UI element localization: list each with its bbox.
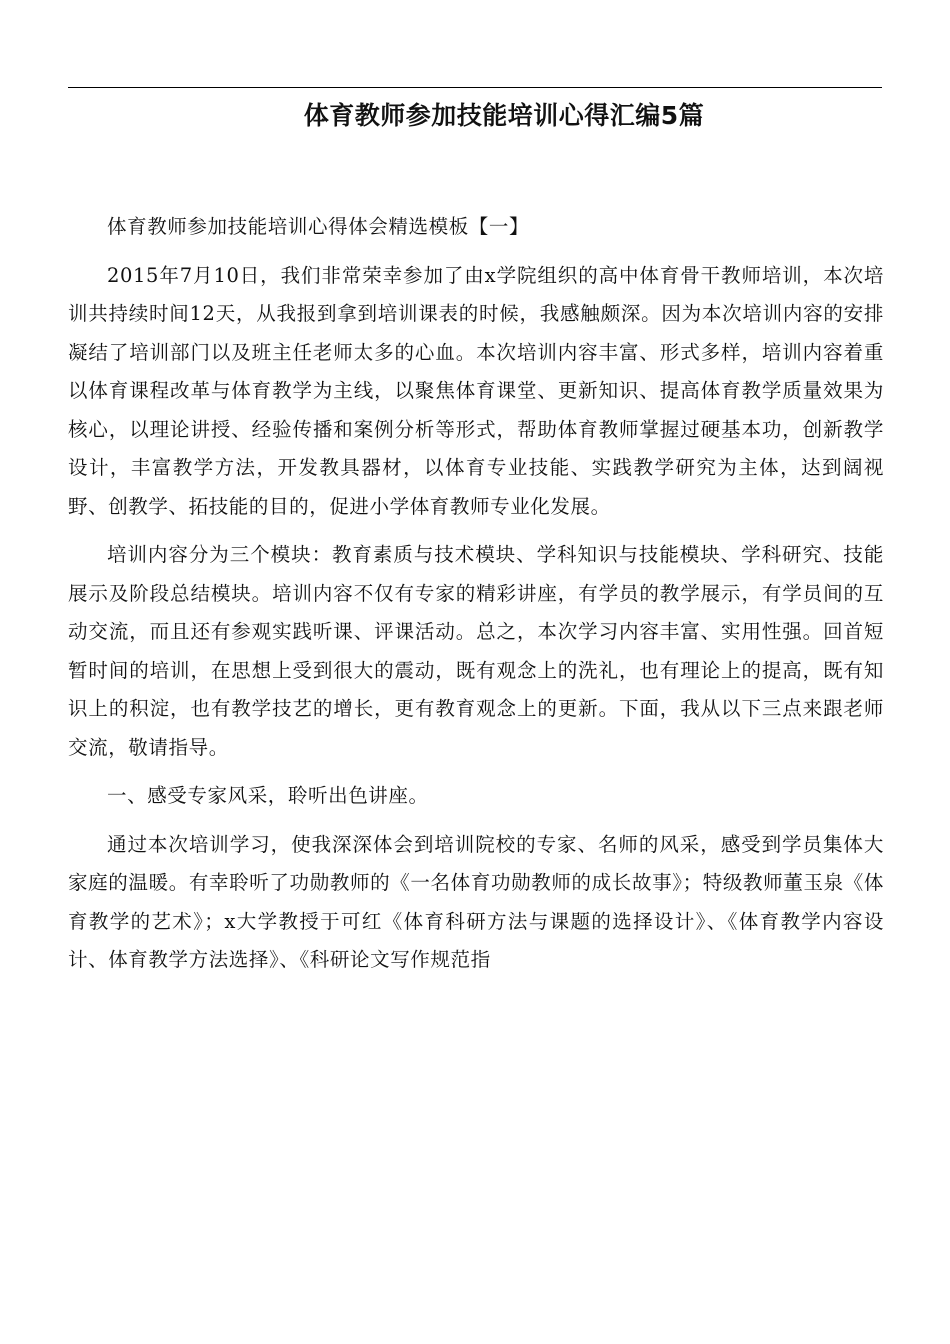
- document-title: 体育教师参加技能培训心得汇编5篇: [303, 101, 705, 130]
- body-paragraph: 通过本次培训学习，使我深深体会到培训院校的专家、名师的风采，感受到学员集体大家庭的温暖。有幸聆听了功勋教师的《一名体育功勋教师的成长故事》；特级教师董玉泉《体育教学的艺术》；x大学教授于可红《体育科研方法与课题的选择设计》、《体育教学内容设计、体育教学方法选择》、《科研论文写作规范指: [68, 832, 884, 971]
- subheading-paragraph: 一、感受专家风采，聆听出色讲座。: [107, 784, 429, 807]
- body-paragraph: 2015年7月10日，我们非常荣幸参加了由x学院组织的高中体育骨干教师培训，本次培训共持续时间12天，从我报到拿到培训课表的时候，我感触颇深。因为本次培训内容的安排凝结了培训部门以及班主任老师太多的心血。本次培训内容丰富、形式多样，培训内容着重以体育课程改革与体育教学为主线，以聚焦体育课堂、更新知识、提高体育教学质量效果为核心，以理论讲授、经验传播和案例分析等形式，帮助体育教师掌握过硬基本功，创新教学设计，丰富教学方法，开发教具器材，以体育专业技能、实践教学研究为主体，达到阔视野、创教学、拓技能的目的，促进小学体育教师专业化发展。: [68, 263, 884, 518]
- section-heading: 体育教师参加技能培训心得体会精选模板【一】: [107, 215, 530, 238]
- header-rule: [68, 87, 882, 88]
- document-body: [68, 208, 884, 980]
- body-paragraph: 培训内容分为三个模块：教育素质与技术模块、学科知识与技能模块、学科研究、技能展示及阶段总结模块。培训内容不仅有专家的精彩讲座，有学员的教学展示，有学员间的互动交流，而且还有参观实践听课、评课活动。总之，本次学习内容丰富、实用性强。回首短暂时间的培训，在思想上受到很大的震动，既有观念上的洗礼，也有理论上的提高，既有知识上的积淀，也有教学技艺的增长，更有教育观念上的更新。下面，我从以下三点来跟老师交流，敬请指导。: [68, 543, 884, 759]
